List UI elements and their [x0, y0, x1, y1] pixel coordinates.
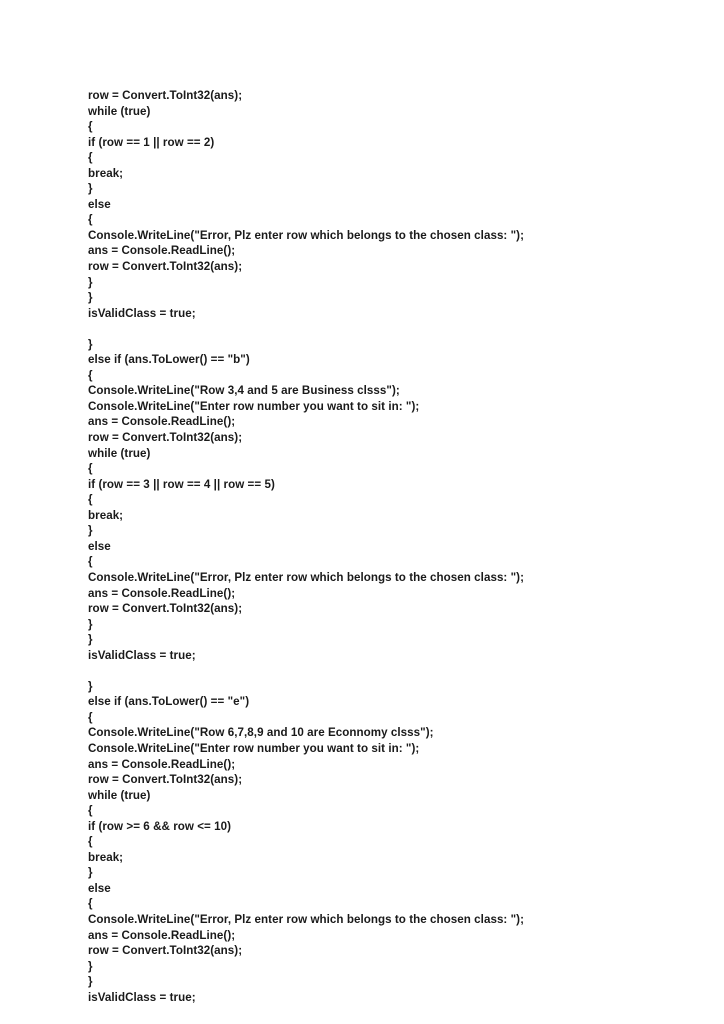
code-line: Console.WriteLine("Row 3,4 and 5 are Business clsss"); [88, 384, 400, 398]
code-line: ans = Console.ReadLine(); [88, 586, 236, 600]
code-line: else [88, 197, 111, 211]
code-line: row = Convert.ToInt32(ans); [88, 773, 243, 787]
code-line: break; [88, 850, 124, 864]
code-line: ans = Console.ReadLine(); [88, 928, 236, 942]
code-line: } [88, 337, 93, 351]
code-line: if (row == 3 || row == 4 || row == 5) [88, 477, 275, 491]
code-line: if (row >= 6 && row <= 10) [88, 819, 232, 833]
code-line: row = Convert.ToInt32(ans); [88, 89, 243, 102]
code-line: isValidClass = true; [88, 990, 196, 1004]
code-line: Console.WriteLine("Error, Plz enter row which belongs to the chosen class: "); [88, 570, 524, 584]
code-line: while (true) [88, 446, 151, 460]
code-line: Console.WriteLine("Error, Plz enter row which belongs to the chosen class: "); [88, 228, 524, 242]
code-line: { [88, 213, 93, 227]
code-line: { [88, 120, 93, 134]
code-line: else if (ans.ToLower() == "e") [88, 695, 250, 709]
code-line: } [88, 291, 93, 305]
code-line: while (true) [88, 104, 151, 118]
code-line: break; [88, 508, 124, 522]
code-line: { [88, 835, 93, 849]
code-line: { [88, 897, 93, 911]
code-line: { [88, 710, 93, 724]
code-line: { [88, 493, 93, 507]
code-line: else if (ans.ToLower() == "b") [88, 353, 250, 367]
code-line: ans = Console.ReadLine(); [88, 757, 236, 771]
code-line: } [88, 182, 93, 196]
code-line: } [88, 866, 93, 880]
code-line: row = Convert.ToInt32(ans); [88, 260, 243, 274]
code-line [88, 321, 688, 337]
code-line: ans = Console.ReadLine(); [88, 415, 236, 429]
code-line: isValidClass = true; [88, 306, 196, 320]
code-line: row = Convert.ToInt32(ans); [88, 602, 243, 616]
code-line: { [88, 462, 93, 476]
code-line: } [88, 275, 93, 289]
code-line: Console.WriteLine("Error, Plz enter row which belongs to the chosen class: "); [88, 912, 524, 926]
code-line: } [88, 524, 93, 538]
code-line: isValidClass = true; [88, 648, 196, 662]
code-line: row = Convert.ToInt32(ans); [88, 431, 243, 445]
code-line: } [88, 617, 93, 631]
code-line: break; [88, 166, 124, 180]
code-line: } [88, 959, 93, 973]
code-line: { [88, 368, 93, 382]
code-line: } [88, 633, 93, 647]
code-line: else [88, 539, 111, 553]
code-line: Console.WriteLine("Enter row number you want to sit in: "); [88, 399, 420, 413]
code-line [88, 663, 688, 679]
code-line: { [88, 555, 93, 569]
code-line: Console.WriteLine("Enter row number you want to sit in: "); [88, 741, 420, 755]
code-line: { [88, 804, 93, 818]
code-line: } [88, 975, 93, 989]
code-line: } [88, 679, 93, 693]
code-line: if (row == 1 || row == 2) [88, 135, 215, 149]
code-line: row = Convert.ToInt32(ans); [88, 944, 243, 958]
code-line: { [88, 151, 93, 165]
code-block [88, 88, 688, 1005]
code-line: ans = Console.ReadLine(); [88, 244, 236, 258]
code-line: while (true) [88, 788, 151, 802]
code-line: else [88, 881, 111, 895]
code-line: Console.WriteLine("Row 6,7,8,9 and 10 are Econnomy clsss"); [88, 726, 434, 740]
